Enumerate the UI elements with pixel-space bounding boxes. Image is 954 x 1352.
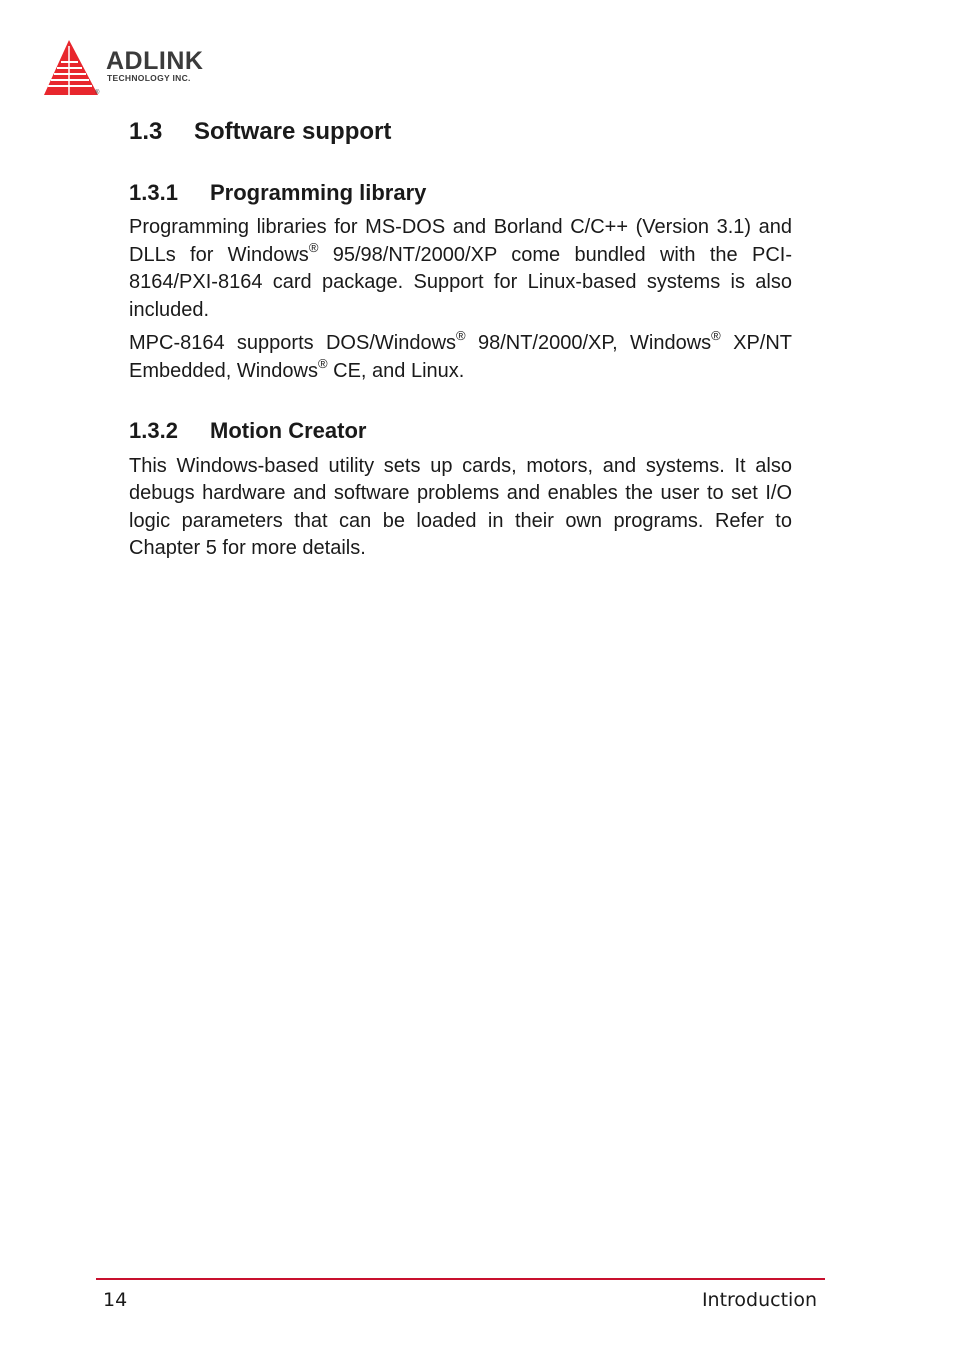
registered-sup: ® — [308, 239, 319, 255]
text-run: XP/NT Embedded, Windows — [129, 332, 793, 382]
text-run: 95/98/NT/2000/XP come bundled with the PCI-8164/PXI-8164 card package. Support for Linux-based systems is also included. — [129, 243, 792, 321]
page-content — [129, 118, 792, 569]
subsection-title: Motion Creator — [210, 418, 367, 444]
chapter-name: Introduction — [701, 1289, 817, 1311]
adlink-logo — [42, 38, 242, 100]
page-number: 14 — [103, 1289, 128, 1311]
text-run: Programming libraries for MS-DOS and Borland C/C++ (Version 3.1) and DLLs for Windows — [129, 216, 792, 266]
registered-sup: ® — [456, 328, 466, 344]
brand-subtitle: TECHNOLOGY INC. — [107, 73, 191, 83]
text-run: 98/NT/2000/XP, Windows — [465, 332, 712, 355]
registered-sup: ® — [317, 355, 328, 371]
subsection-number: 1.3.1 — [129, 179, 178, 205]
paragraph-motion-creator: This Windows-based utility sets up cards, motors, and systems. It also debugs hardware and software problems and enables the user to set I/O logic parameters that can be loaded in their own programs. Refer to Chapter 5 for more details. — [129, 454, 792, 560]
text-run: CE, and Linux. — [327, 359, 465, 382]
registered-sup: ® — [711, 328, 721, 344]
subsection-heading-motion-creator — [129, 418, 792, 444]
footer-rule — [96, 1278, 825, 1280]
registered-mark: ® — [95, 90, 100, 96]
section-title: Software support — [194, 118, 392, 145]
paragraph-mpc-support — [129, 330, 792, 385]
paragraph-programming-libraries — [129, 214, 792, 324]
subsection-title: Programming library — [210, 179, 427, 205]
section-number: 1.3 — [129, 118, 163, 145]
section-heading — [129, 118, 792, 147]
text-run: MPC-8164 supports DOS/Windows — [129, 332, 457, 355]
brand-name: ADLINK — [106, 47, 204, 75]
subsection-number: 1.3.2 — [129, 418, 178, 444]
subsection-heading-programming-library — [129, 180, 792, 206]
